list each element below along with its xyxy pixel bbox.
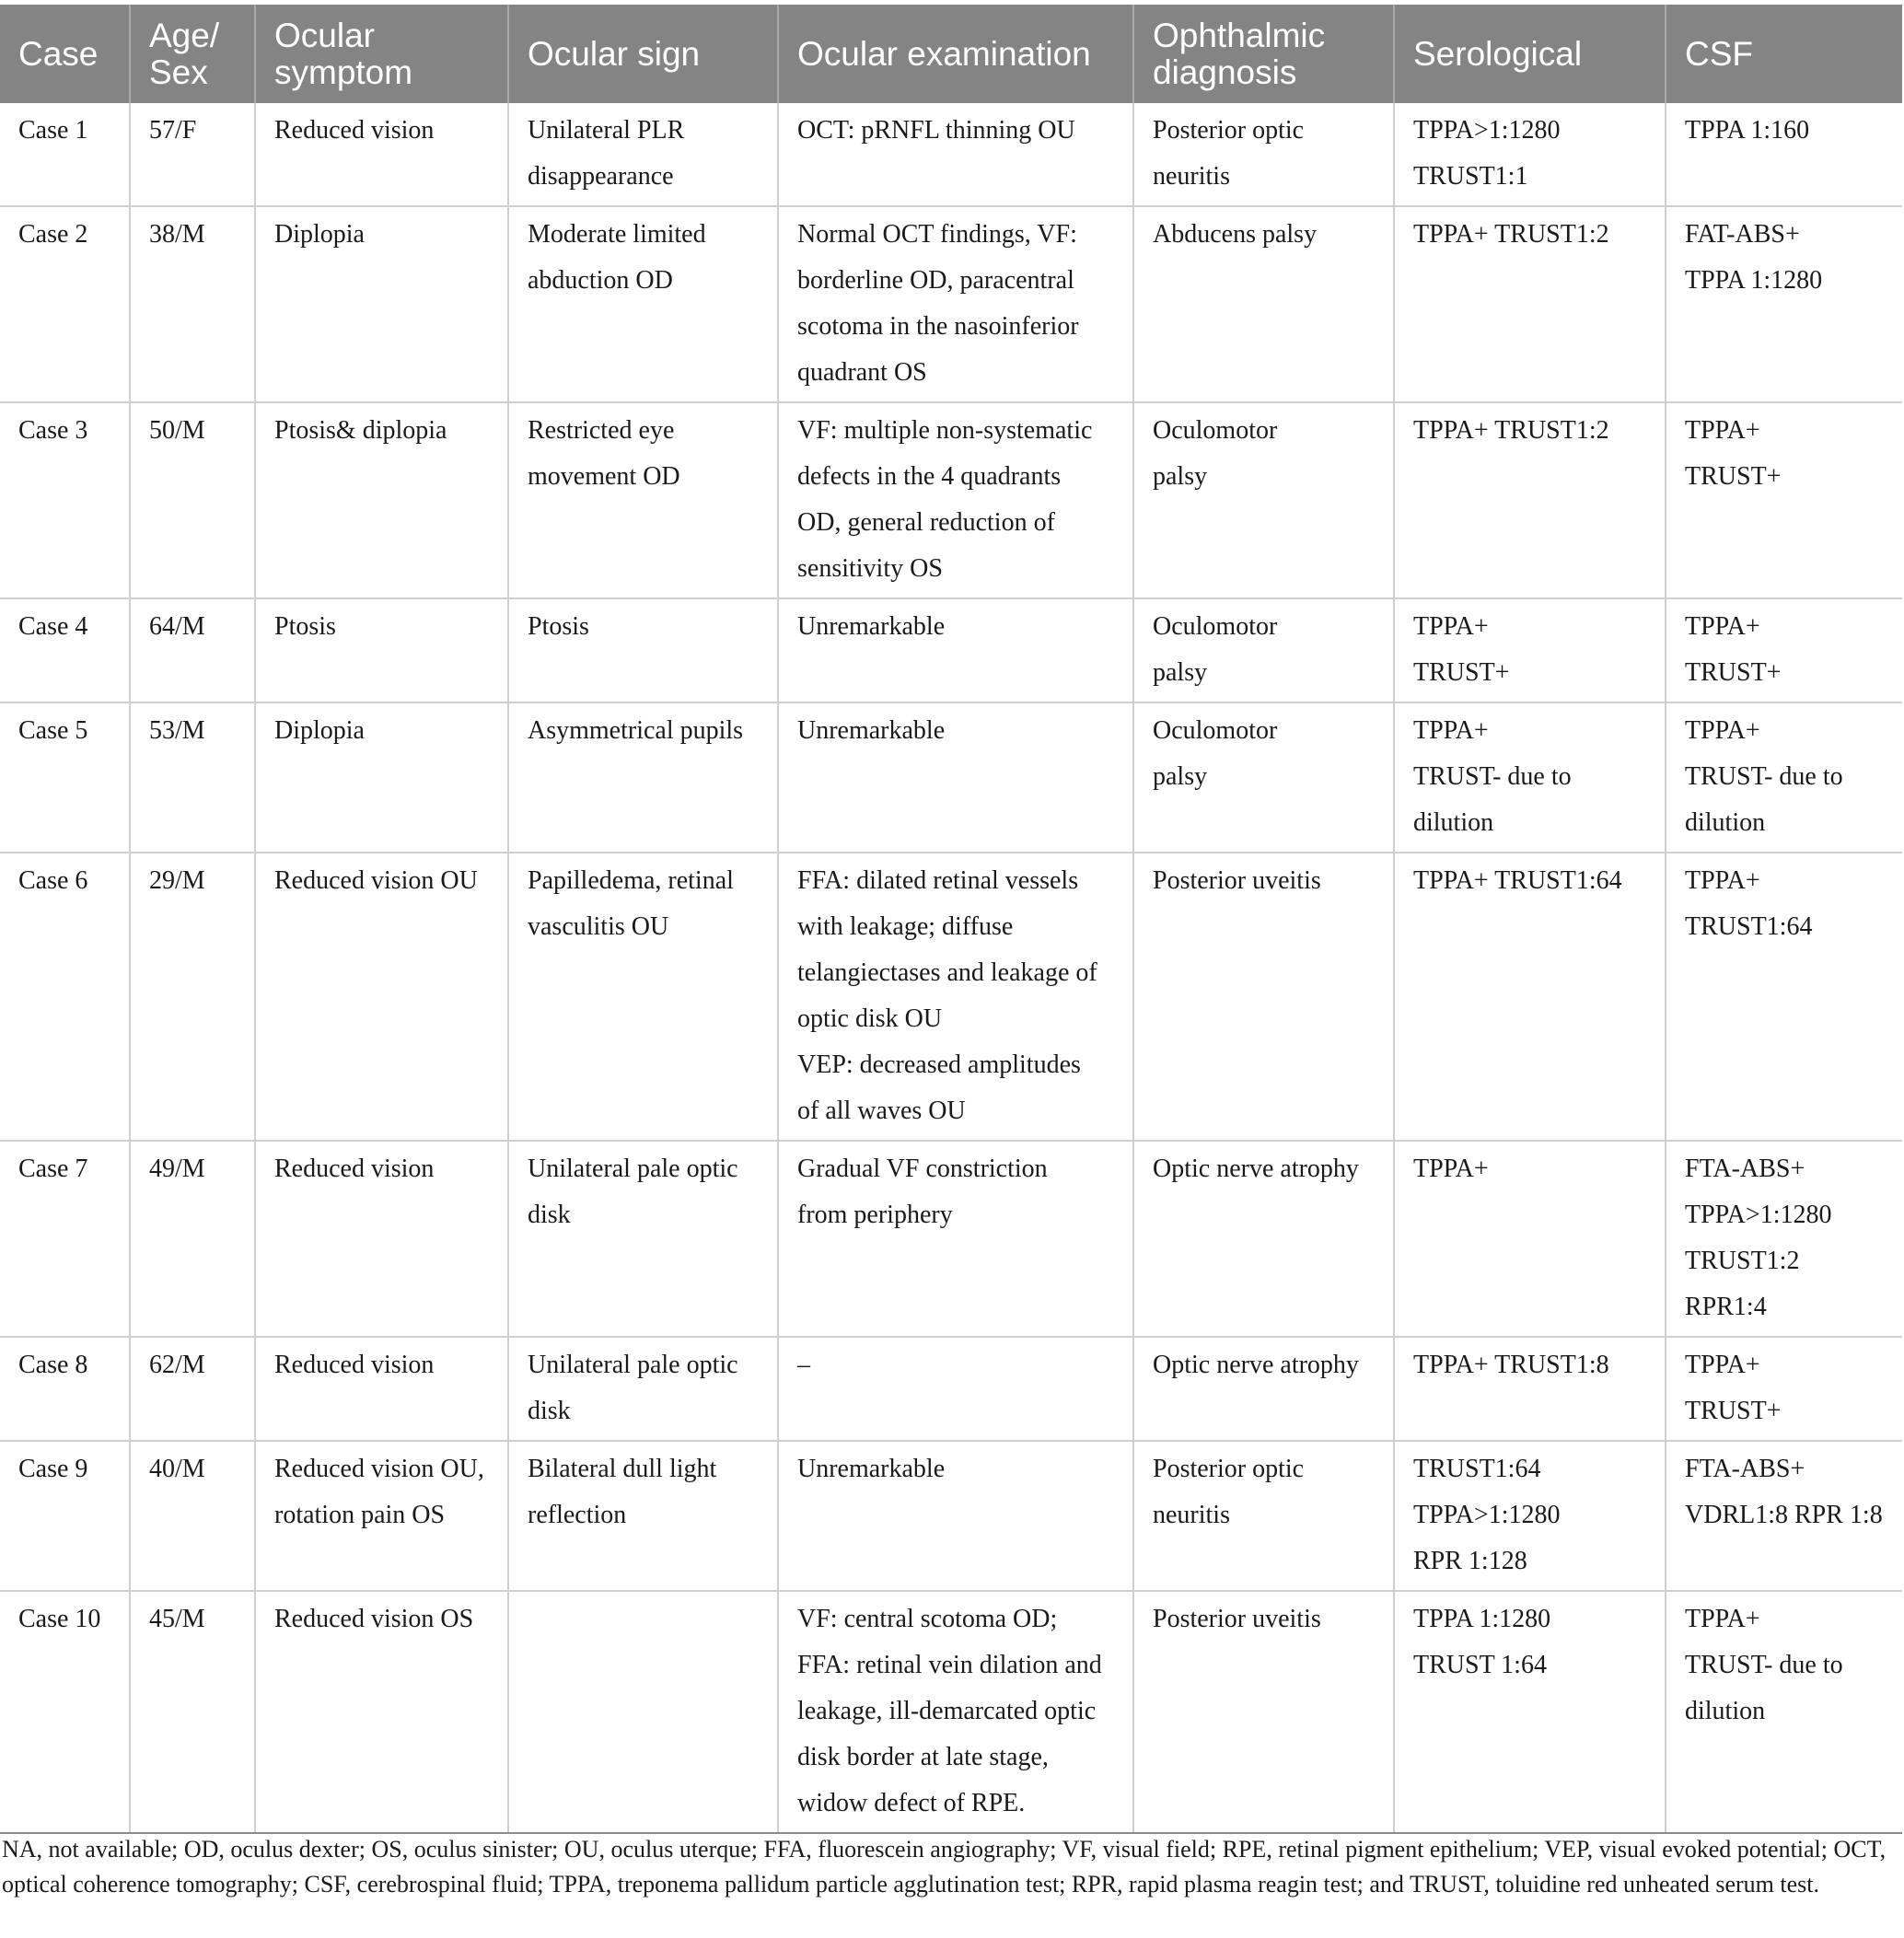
cell-text-line: Unilateral pale optic [528, 1155, 738, 1183]
serological-cell [1394, 206, 1666, 402]
cell-text-line: TPPA+ TRUST1:2 [1413, 416, 1609, 445]
cell-text-line: neuritis [1153, 162, 1230, 191]
serological-cell [1394, 103, 1666, 206]
examination-cell [778, 1141, 1133, 1337]
table-row [0, 853, 1902, 1141]
cell-text-line: sensitivity OS [797, 554, 943, 583]
cell-text-line: Posterior uveitis [1153, 866, 1321, 895]
cell-text-line: TPPA+ [1685, 612, 1760, 641]
cell-text-line: TPPA 1:1280 [1413, 1605, 1551, 1633]
cell-text-line: Reduced vision OU [274, 866, 478, 895]
cell-text-line: TPPA+ [1685, 716, 1760, 745]
cell-text-line: OCT: pRNFL thinning OU [797, 116, 1075, 145]
cell-text-line: widow defect of RPE. [797, 1789, 1026, 1817]
examination-cell [778, 1441, 1133, 1591]
header-text-line: CSF [1685, 34, 1753, 73]
case-cell [0, 1591, 130, 1833]
cell-text-line: TPPA 1:160 [1685, 116, 1810, 145]
age-sex-cell [130, 702, 255, 853]
serological-cell [1394, 1141, 1666, 1337]
cell-text: Case 7 [18, 1155, 88, 1183]
cell-text-line: Unremarkable [797, 612, 946, 641]
cell-text-line: FTA-ABS+ [1685, 1155, 1805, 1183]
sign-cell [508, 598, 778, 702]
cell-text-line: Posterior optic [1153, 116, 1305, 145]
case-cell [0, 853, 130, 1141]
cell-text-line: TRUST+ [1413, 658, 1510, 687]
age-sex-cell [130, 1141, 255, 1337]
header-text-line: Age/ [149, 16, 220, 54]
cell-text: 62/M [149, 1351, 205, 1379]
cell-text-line: TPPA>1:1280 [1413, 116, 1561, 145]
cell-text-line: Reduced vision [274, 116, 435, 145]
cell-text: 29/M [149, 866, 205, 895]
cell-text-line: Bilateral dull light [528, 1455, 717, 1483]
table-row [0, 1591, 1902, 1833]
examination-cell [778, 853, 1133, 1141]
cell-text-line: palsy [1153, 762, 1208, 791]
sign-cell [508, 1337, 778, 1441]
csf-cell [1666, 1591, 1902, 1833]
cell-text-line: Optic nerve atrophy [1153, 1155, 1359, 1183]
cell-text-line: TRUST1:2 [1685, 1247, 1800, 1275]
cell-text-line: TPPA+ TRUST1:64 [1413, 866, 1622, 895]
cell-text-line: TPPA>1:1280 [1685, 1201, 1832, 1229]
cell-text-line: telangiectases and leakage of [797, 958, 1097, 987]
table-header-row [0, 5, 1902, 103]
diagnosis-cell [1133, 206, 1394, 402]
case-cell [0, 598, 130, 702]
cell-text: 50/M [149, 416, 205, 445]
cell-text: Case 4 [18, 612, 88, 641]
header-text-line: Sex [149, 52, 208, 91]
cell-text-line: borderline OD, paracentral [797, 266, 1074, 295]
cell-text-line: TPPA+ [1685, 866, 1760, 895]
header-text-line: Ophthalmic [1153, 16, 1326, 54]
diagnosis-cell [1133, 1591, 1394, 1833]
examination-cell [778, 702, 1133, 853]
diagnosis-cell [1133, 598, 1394, 702]
age-sex-cell [130, 1591, 255, 1833]
cell-text-line: palsy [1153, 658, 1208, 687]
cell-text: Case 8 [18, 1351, 88, 1379]
cell-text-line: vasculitis OU [528, 912, 669, 941]
cell-text-line: RPR 1:128 [1413, 1547, 1527, 1575]
cell-text: Case 5 [18, 716, 88, 745]
symptom-cell [255, 702, 508, 853]
csf-cell [1666, 1441, 1902, 1591]
cell-text-line: abduction OD [528, 266, 673, 295]
serological-cell [1394, 402, 1666, 598]
sign-cell [508, 402, 778, 598]
age-sex-cell [130, 206, 255, 402]
csf-cell [1666, 1141, 1902, 1337]
symptom-cell [255, 1591, 508, 1833]
header-text-line: diagnosis [1153, 52, 1297, 91]
sign-cell [508, 702, 778, 853]
table-body [0, 103, 1902, 1833]
csf-cell [1666, 702, 1902, 853]
cell-text-line: Restricted eye [528, 416, 675, 445]
cell-text-line: FFA: dilated retinal vessels [797, 866, 1079, 895]
header-text-line: Serological [1413, 34, 1583, 73]
cell-text-line: FAT-ABS+ [1685, 220, 1800, 249]
sign-cell [508, 1141, 778, 1337]
cell-text-line: Ptosis [528, 612, 589, 641]
table-row [0, 702, 1902, 853]
cell-text: 64/M [149, 612, 205, 641]
sign-cell [508, 1441, 778, 1591]
cell-text-line: – [797, 1351, 810, 1379]
age-sex-cell [130, 598, 255, 702]
diagnosis-cell [1133, 853, 1394, 1141]
cell-text: 45/M [149, 1605, 205, 1633]
column-header-ocular-sign [508, 5, 778, 103]
cell-text-line: VF: central scotoma OD; [797, 1605, 1058, 1633]
cell-text-line: FFA: retinal vein dilation and [797, 1651, 1102, 1679]
cell-text: Case 1 [18, 116, 88, 145]
clinical-findings-table [0, 5, 1902, 1834]
csf-cell [1666, 1337, 1902, 1441]
cell-text-line: TRUST+ [1685, 462, 1782, 491]
sign-cell [508, 206, 778, 402]
column-header-csf [1666, 5, 1902, 103]
serological-cell [1394, 1591, 1666, 1833]
cell-text-line: Oculomotor [1153, 716, 1278, 745]
cell-text-line: Abducens palsy [1153, 220, 1318, 249]
sign-cell [508, 103, 778, 206]
cell-text-line: quadrant OS [797, 358, 927, 387]
age-sex-cell [130, 853, 255, 1141]
cell-text: 53/M [149, 716, 205, 745]
table-row [0, 402, 1902, 598]
cell-text-line: Moderate limited [528, 220, 706, 249]
diagnosis-cell [1133, 402, 1394, 598]
cell-text-line: Diplopia [274, 716, 365, 745]
age-sex-cell [130, 402, 255, 598]
cell-text-line: dilution [1685, 1697, 1766, 1725]
cell-text-line: FTA-ABS+ [1685, 1455, 1805, 1483]
cell-text-line: disappearance [528, 162, 674, 191]
case-cell [0, 702, 130, 853]
symptom-cell [255, 103, 508, 206]
symptom-cell [255, 1337, 508, 1441]
table-row [0, 1141, 1902, 1337]
csf-cell [1666, 598, 1902, 702]
cell-text-line: Oculomotor [1153, 612, 1278, 641]
cell-text: Case 6 [18, 866, 88, 895]
cell-text-line: TRUST- due to [1685, 762, 1843, 791]
cell-text-line: reflection [528, 1501, 627, 1529]
header-text-line: Case [18, 34, 99, 73]
cell-text-line: VEP: decreased amplitudes [797, 1050, 1081, 1079]
age-sex-cell [130, 1441, 255, 1591]
examination-cell [778, 1337, 1133, 1441]
cell-text-line: TRUST- due to [1413, 762, 1572, 791]
cell-text-line: Asymmetrical pupils [528, 716, 744, 745]
cell-text-line: movement OD [528, 462, 680, 491]
serological-cell [1394, 702, 1666, 853]
cell-text-line: TPPA+ [1685, 1605, 1760, 1633]
cell-text-line: TPPA+ [1413, 716, 1489, 745]
serological-cell [1394, 1337, 1666, 1441]
cell-text-line: OD, general reduction of [797, 508, 1055, 537]
cell-text-line: TRUST1:1 [1413, 162, 1528, 191]
cell-text-line: TRUST1:64 [1413, 1455, 1541, 1483]
column-header-case [0, 5, 130, 103]
case-cell [0, 206, 130, 402]
cell-text: 57/F [149, 116, 197, 145]
cell-text-line: TPPA 1:1280 [1685, 266, 1823, 295]
cell-text-line: disk [528, 1201, 571, 1229]
cell-text-line: Normal OCT findings, VF: [797, 220, 1077, 249]
cell-text-line: neuritis [1153, 1501, 1230, 1529]
table-row [0, 1441, 1902, 1591]
symptom-cell [255, 206, 508, 402]
table-row [0, 103, 1902, 206]
header-text-line: Ocular sign [528, 34, 701, 73]
examination-cell [778, 103, 1133, 206]
cell-text: 49/M [149, 1155, 205, 1183]
cell-text-line: with leakage; diffuse [797, 912, 1014, 941]
column-header-ocular-examination [778, 5, 1133, 103]
case-cell [0, 1441, 130, 1591]
cell-text-line: TRUST- due to [1685, 1651, 1843, 1679]
column-header-age-sex [130, 5, 255, 103]
sign-cell [508, 853, 778, 1141]
examination-cell [778, 598, 1133, 702]
cell-text: Case 9 [18, 1455, 88, 1483]
symptom-cell [255, 1441, 508, 1591]
cell-text-line: optic disk OU [797, 1004, 943, 1033]
cell-text-line: TPPA+ TRUST1:2 [1413, 220, 1609, 249]
cell-text-line: scotoma in the nasoinferior [797, 312, 1079, 341]
cell-text: Case 10 [18, 1605, 101, 1633]
cell-text-line: Reduced vision [274, 1351, 435, 1379]
header-text-line: symptom [274, 52, 413, 91]
table-row [0, 598, 1902, 702]
serological-cell [1394, 853, 1666, 1141]
diagnosis-cell [1133, 702, 1394, 853]
sign-cell [508, 1591, 778, 1833]
cell-text-line: TPPA+ [1413, 612, 1489, 641]
cell-text-line: Unilateral PLR [528, 116, 685, 145]
age-sex-cell [130, 103, 255, 206]
csf-cell [1666, 853, 1902, 1141]
examination-cell [778, 402, 1133, 598]
case-cell [0, 103, 130, 206]
cell-text-line: Posterior uveitis [1153, 1605, 1321, 1633]
cell-text-line: Diplopia [274, 220, 365, 249]
cell-text-line: disk border at late stage, [797, 1743, 1049, 1771]
cell-text-line: Unremarkable [797, 1455, 946, 1483]
cell-text-line: Unremarkable [797, 716, 946, 745]
cell-text-line: rotation pain OS [274, 1501, 446, 1529]
diagnosis-cell [1133, 1337, 1394, 1441]
csf-cell [1666, 103, 1902, 206]
cell-text: 40/M [149, 1455, 205, 1483]
cell-text-line: Ptosis& diplopia [274, 416, 447, 445]
cell-text-line: dilution [1413, 808, 1494, 837]
examination-cell [778, 1591, 1133, 1833]
header-text-line: Ocular [274, 16, 375, 54]
cell-text-line: defects in the 4 quadrants [797, 462, 1062, 491]
cell-text-line: Oculomotor [1153, 416, 1278, 445]
table-row [0, 206, 1902, 402]
cell-text-line: of all waves OU [797, 1097, 966, 1125]
cell-text-line: Papilledema, retinal [528, 866, 734, 895]
cell-text-line: TPPA+ [1413, 1155, 1489, 1183]
diagnosis-cell [1133, 1441, 1394, 1591]
cell-text-line: from periphery [797, 1201, 953, 1229]
cell-text-line: VF: multiple non-systematic [797, 416, 1093, 445]
examination-cell [778, 206, 1133, 402]
csf-cell [1666, 206, 1902, 402]
cell-text-line: dilution [1685, 808, 1766, 837]
cell-text-line: disk [528, 1397, 571, 1425]
symptom-cell [255, 402, 508, 598]
csf-cell [1666, 402, 1902, 598]
cell-text-line: TPPA+ TRUST1:8 [1413, 1351, 1609, 1379]
serological-cell [1394, 598, 1666, 702]
cell-text-line: leakage, ill-demarcated optic [797, 1697, 1097, 1725]
cell-text-line: palsy [1153, 462, 1208, 491]
case-cell [0, 1141, 130, 1337]
diagnosis-cell [1133, 1141, 1394, 1337]
case-cell [0, 1337, 130, 1441]
column-header-ocular-symptom [255, 5, 508, 103]
cell-text-line: Posterior optic [1153, 1455, 1305, 1483]
cell-text: Case 3 [18, 416, 88, 445]
cell-text-line: TRUST 1:64 [1413, 1651, 1547, 1679]
cell-text-line: VDRL1:8 RPR 1:8 [1685, 1501, 1883, 1529]
cell-text-line: RPR1:4 [1685, 1293, 1767, 1321]
cell-text: 38/M [149, 220, 205, 249]
cell-text-line: Optic nerve atrophy [1153, 1351, 1359, 1379]
cell-text-line: TRUST+ [1685, 1397, 1782, 1425]
cell-text-line: TRUST1:64 [1685, 912, 1813, 941]
symptom-cell [255, 853, 508, 1141]
cell-text-line: Reduced vision OU, [274, 1455, 484, 1483]
symptom-cell [255, 598, 508, 702]
cell-text-line: Unilateral pale optic [528, 1351, 738, 1379]
column-header-ophthalmic-diagnosis [1133, 5, 1394, 103]
cell-text-line: Reduced vision [274, 1155, 435, 1183]
cell-text-line: TRUST+ [1685, 658, 1782, 687]
table-footnote: NA, not available; OD, oculus dexter; OS, oculus sinister; OU, oculus uterque; FFA, fluorescein angiography; VF, visual field; RPE, retinal pigment epithelium; VEP, visual evoked potential; OCT, optical coherence tomography; CSF, cerebrospinal fluid; TPPA, treponema pallidum particle agglutination test; RPR, rapid plasma reagin test; and TRUST, toluidine red unheated serum test. [2, 1836, 1887, 1897]
cell-text-line: TPPA+ [1685, 1351, 1760, 1379]
diagnosis-cell [1133, 103, 1394, 206]
table-row [0, 1337, 1902, 1441]
header-text-line: Ocular examination [797, 34, 1091, 73]
cell-text-line: TPPA+ [1685, 416, 1760, 445]
cell-text-line: Ptosis [274, 612, 336, 641]
cell-text-line: TPPA>1:1280 [1413, 1501, 1561, 1529]
serological-cell [1394, 1441, 1666, 1591]
cell-text: Case 2 [18, 220, 88, 249]
cell-text-line: Reduced vision OS [274, 1605, 474, 1633]
age-sex-cell [130, 1337, 255, 1441]
cell-text-line: Gradual VF constriction [797, 1155, 1048, 1183]
symptom-cell [255, 1141, 508, 1337]
column-header-serological [1394, 5, 1666, 103]
case-cell [0, 402, 130, 598]
